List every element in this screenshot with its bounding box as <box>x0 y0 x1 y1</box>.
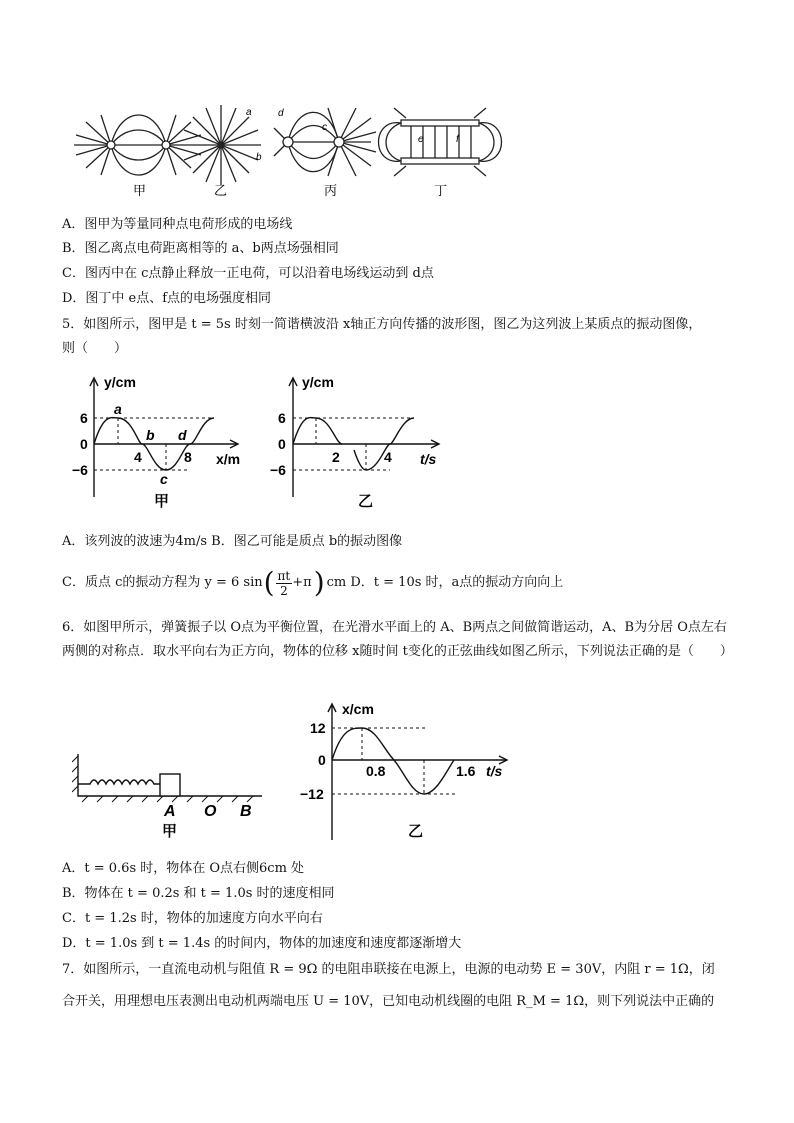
q6-yi-tick-0-8: 0.8 <box>366 763 386 779</box>
q5-wave-graph <box>72 372 252 512</box>
q5-point-d: d <box>178 427 187 443</box>
q5-vibration-graph <box>268 372 448 512</box>
q5-point-b: b <box>146 427 155 443</box>
q5-option-c-text: C．质点 c的振动方程为 y = 6 sin <box>62 575 263 590</box>
q5-jia-tick-4: 4 <box>134 449 142 465</box>
q5-yi-tick-0: 0 <box>278 436 286 452</box>
q5-yi-caption: 乙 <box>358 493 374 510</box>
q6-point-B: B <box>240 803 252 820</box>
q5-option-d-text: cm D．t = 10s 时，a点的振动方向向上 <box>326 575 564 590</box>
q5-fraction-denominator: 2 <box>280 583 288 598</box>
q5-jia-tick-6: 6 <box>80 410 88 426</box>
q5-jia-tick-8: 8 <box>184 449 192 465</box>
q5-yi-xlabel: t/s <box>420 451 437 467</box>
q4-option-d: D．图丁中 e点、f点的电场强度相同 <box>62 291 272 306</box>
q6-yi-tick-1-6: 1.6 <box>456 763 476 779</box>
q4-option-a: A．图甲为等量同种点电荷形成的电场线 <box>62 217 293 232</box>
q6-yi-tick-12: 12 <box>310 720 326 736</box>
q6-displacement-graph <box>296 700 516 850</box>
point-label-a: a <box>246 107 252 118</box>
q5-yi-tick-neg6: −6 <box>270 462 286 478</box>
q4-option-c: C．图丙中在 c点静止释放一正电荷，可以沿着电场线运动到 d点 <box>62 266 434 281</box>
q5-option-ab: A．该列波的波速为4m/s B．图乙可能是质点 b的振动图像 <box>62 534 403 549</box>
q5-yi-ylabel: y/cm <box>302 374 334 390</box>
point-label-b: b <box>256 152 262 163</box>
q6-option-c: C．t = 1.2s 时，物体的加速度方向水平向右 <box>62 911 323 926</box>
q6-option-b: B．物体在 t = 0.2s 和 t = 1.0s 时的速度相同 <box>62 886 335 901</box>
point-label-d: d <box>278 108 284 119</box>
q5-yi-tick-2: 2 <box>332 449 340 465</box>
q5-option-cd: C．质点 c的振动方程为 y = 6 sin ( $\frac{\pi t}{2}$ +π ) cm D．t = 10s 时，a点的振动方向向上 <box>62 566 564 599</box>
q6-yi-ylabel: x/cm <box>342 701 374 717</box>
q5-jia-tick-0: 0 <box>80 436 88 452</box>
q5-stem-line2: 则（ ） <box>62 341 128 356</box>
q6-spring-figure <box>72 744 272 844</box>
field-bing <box>274 108 376 176</box>
fig1-label-jia: 甲 <box>133 183 147 198</box>
q6-jia-caption: 甲 <box>162 823 178 840</box>
fig1-label-yi: 乙 <box>214 183 228 198</box>
q5-option-c-plus: +π <box>292 575 312 590</box>
q6-stem: 6．如图甲所示，弹簧振子以 O点为平衡位置，在光滑水平面上的 A、B两点之间做简谐运动，A、B为分居 O点左右两侧的对称点．取水平向右为正方向，物体的位移 x随时间 t变化的正弦曲线如图乙所示，下列说法正确的是（ ） <box>62 620 733 659</box>
point-label-f: f <box>456 134 459 145</box>
fig1-label-bing: 丙 <box>324 183 338 198</box>
q6-yi-caption: 乙 <box>408 823 424 840</box>
q6-option-a: A．t = 0.6s 时，物体在 O点右侧6cm 处 <box>62 861 305 876</box>
q5-point-c: c <box>160 471 168 487</box>
q4-option-b: B．图乙离点电荷距离相等的 a、b两点场强相同 <box>62 241 339 256</box>
q6-point-A: A <box>164 803 176 820</box>
q5-yi-tick-4: 4 <box>384 449 392 465</box>
q5-jia-ylabel: y/cm <box>104 374 136 390</box>
q5-point-a: a <box>114 401 122 417</box>
q7-stem-line1: 7．如图所示，一直流电动机与阻值 R = 9Ω 的电阻串联接在电源上，电源的电动势 E = 30V，内阻 r = 1Ω，闭 <box>62 962 715 977</box>
q6-option-d: D．t = 1.0s 到 t = 1.4s 的时间内，物体的加速度和速度都逐渐增大 <box>62 936 462 951</box>
point-label-e: e <box>418 134 424 145</box>
q5-jia-xlabel: x/m <box>216 451 241 467</box>
q7-stem-line2: 合开关，用理想电压表测出电动机两端电压 U = 10V，已知电动机线圈的电阻 R_M = 1Ω，则下列说法中正确的 <box>62 994 715 1009</box>
q6-yi-xlabel: t/s <box>486 763 503 779</box>
field-ding <box>379 108 502 176</box>
q5-jia-tick-neg6: −6 <box>72 462 88 478</box>
fig1-label-ding: 丁 <box>434 183 448 198</box>
q5-fraction-numerator: πt <box>277 568 291 583</box>
q6-point-O: O <box>204 803 217 820</box>
q5-stem-line1: 5．如图所示，图甲是 t = 5s 时刻一简谐横波沿 x轴正方向传播的波形图，图乙为这列波上某质点的振动图像， <box>62 317 702 332</box>
q5-jia-caption: 甲 <box>154 493 170 510</box>
point-label-c: c <box>322 122 327 133</box>
field-lines-figure <box>66 100 506 198</box>
q6-yi-tick-0: 0 <box>318 752 326 768</box>
q6-yi-tick-neg12: −12 <box>300 786 324 802</box>
q5-yi-tick-6: 6 <box>278 410 286 426</box>
